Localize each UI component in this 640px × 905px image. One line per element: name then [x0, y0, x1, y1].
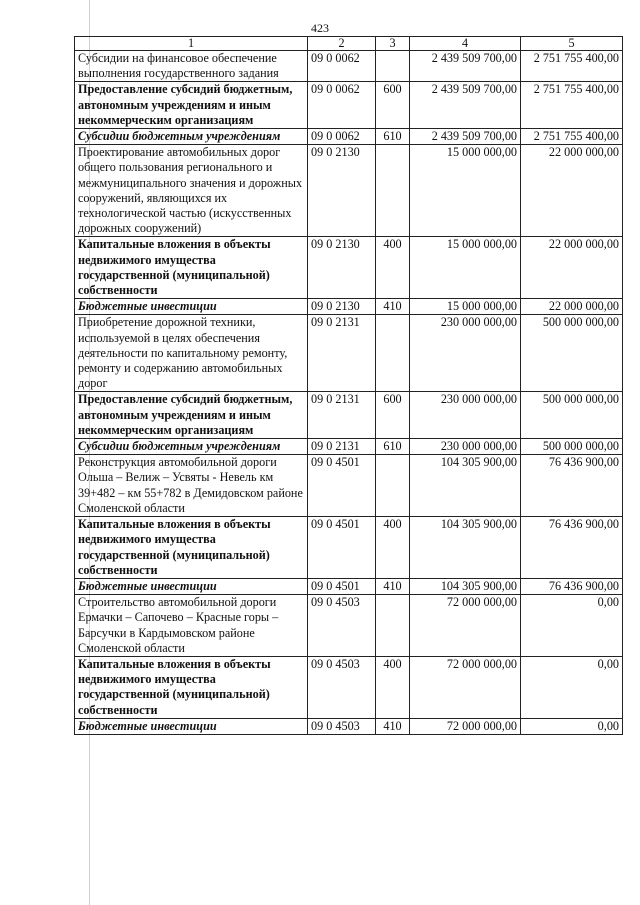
cell-target-code: 09 0 2131	[308, 315, 376, 392]
cell-expense-type: 400	[376, 656, 410, 718]
cell-expense-type: 400	[376, 237, 410, 299]
cell-target-code: 09 0 4503	[308, 656, 376, 718]
cell-amount-year-2: 22 000 000,00	[521, 237, 623, 299]
cell-amount-year-1: 72 000 000,00	[410, 718, 521, 734]
table-header-row	[75, 37, 623, 51]
cell-expense-type	[376, 455, 410, 517]
cell-amount-year-1: 104 305 900,00	[410, 517, 521, 579]
cell-amount-year-1: 230 000 000,00	[410, 439, 521, 455]
cell-amount-year-1: 104 305 900,00	[410, 578, 521, 594]
cell-amount-year-2: 76 436 900,00	[521, 578, 623, 594]
cell-name: Капитальные вложения в объекты недвижимого имущества государственной (муниципальной) собственности	[75, 656, 308, 718]
cell-target-code: 09 0 2130	[308, 145, 376, 237]
table-row	[75, 299, 623, 315]
cell-amount-year-2: 0,00	[521, 595, 623, 657]
cell-amount-year-2: 22 000 000,00	[521, 299, 623, 315]
column-header-2: 2	[308, 37, 376, 51]
cell-name: Приобретение дорожной техники, используемой в целях обеспечения деятельности по капитальному ремонту, ремонту и содержанию автомобильных дорог	[75, 315, 308, 392]
page-number: 423	[311, 21, 329, 35]
cell-amount-year-2: 2 751 755 400,00	[521, 129, 623, 145]
cell-name: Бюджетные инвестиции	[75, 718, 308, 734]
cell-amount-year-1: 72 000 000,00	[410, 656, 521, 718]
cell-expense-type: 600	[376, 82, 410, 129]
column-header-1: 1	[75, 37, 308, 51]
cell-amount-year-1: 72 000 000,00	[410, 595, 521, 657]
cell-amount-year-2: 500 000 000,00	[521, 439, 623, 455]
cell-amount-year-1: 2 439 509 700,00	[410, 82, 521, 129]
cell-expense-type	[376, 595, 410, 657]
cell-target-code: 09 0 4501	[308, 455, 376, 517]
cell-amount-year-2: 22 000 000,00	[521, 145, 623, 237]
cell-name: Субсидии на финансовое обеспечение выполнения государственного задания	[75, 51, 308, 82]
cell-amount-year-2: 0,00	[521, 656, 623, 718]
table-row	[75, 656, 623, 718]
cell-amount-year-2: 76 436 900,00	[521, 455, 623, 517]
cell-name: Капитальные вложения в объекты недвижимого имущества государственной (муниципальной) собственности	[75, 237, 308, 299]
table-row	[75, 51, 623, 82]
cell-expense-type: 410	[376, 299, 410, 315]
cell-expense-type	[376, 145, 410, 237]
column-header-5: 5	[521, 37, 623, 51]
cell-target-code: 09 0 4503	[308, 595, 376, 657]
cell-amount-year-1: 15 000 000,00	[410, 237, 521, 299]
cell-target-code: 09 0 2131	[308, 439, 376, 455]
cell-name: Проектирование автомобильных дорог общего пользования регионального и межмуниципального значения и дорожных сооружений, являющихся их технологической частью (искусственных дорожных сооружений)	[75, 145, 308, 237]
cell-target-code: 09 0 4501	[308, 578, 376, 594]
cell-amount-year-2: 0,00	[521, 718, 623, 734]
cell-name: Предоставление субсидий бюджетным, автономным учреждениям и иным некоммерческим организациям	[75, 82, 308, 129]
cell-name: Субсидии бюджетным учреждениям	[75, 439, 308, 455]
column-header-3: 3	[376, 37, 410, 51]
cell-target-code: 09 0 0062	[308, 82, 376, 129]
table-row	[75, 439, 623, 455]
cell-amount-year-2: 500 000 000,00	[521, 392, 623, 439]
cell-target-code: 09 0 0062	[308, 51, 376, 82]
cell-amount-year-1: 2 439 509 700,00	[410, 51, 521, 82]
cell-amount-year-1: 230 000 000,00	[410, 392, 521, 439]
table-row	[75, 129, 623, 145]
cell-amount-year-1: 2 439 509 700,00	[410, 129, 521, 145]
cell-expense-type: 400	[376, 517, 410, 579]
cell-expense-type: 410	[376, 718, 410, 734]
cell-expense-type: 600	[376, 392, 410, 439]
table-row	[75, 237, 623, 299]
cell-amount-year-1: 104 305 900,00	[410, 455, 521, 517]
cell-name: Строительство автомобильной дороги Ермачки – Сапочево – Красные горы – Барсучки в Кардымовском районе Смоленской области	[75, 595, 308, 657]
table-body	[75, 51, 623, 735]
cell-target-code: 09 0 4503	[308, 718, 376, 734]
table-row	[75, 595, 623, 657]
cell-amount-year-1: 230 000 000,00	[410, 315, 521, 392]
table-row	[75, 392, 623, 439]
cell-name: Предоставление субсидий бюджетным, автономным учреждениям и иным некоммерческим организациям	[75, 392, 308, 439]
table-row	[75, 718, 623, 734]
cell-name: Реконструкция автомобильной дороги Ольша – Велиж – Усвяты - Невель км 39+482 – км 55+782 в Демидовском районе Смоленской области	[75, 455, 308, 517]
table-row	[75, 82, 623, 129]
table-row	[75, 315, 623, 392]
cell-amount-year-2: 76 436 900,00	[521, 517, 623, 579]
cell-target-code: 09 0 4501	[308, 517, 376, 579]
cell-name: Бюджетные инвестиции	[75, 299, 308, 315]
cell-target-code: 09 0 2130	[308, 237, 376, 299]
cell-target-code: 09 0 2130	[308, 299, 376, 315]
cell-expense-type	[376, 51, 410, 82]
cell-expense-type: 610	[376, 439, 410, 455]
table-row	[75, 455, 623, 517]
cell-amount-year-2: 2 751 755 400,00	[521, 51, 623, 82]
cell-amount-year-1: 15 000 000,00	[410, 145, 521, 237]
table-row	[75, 517, 623, 579]
cell-expense-type	[376, 315, 410, 392]
cell-expense-type: 410	[376, 578, 410, 594]
cell-amount-year-2: 500 000 000,00	[521, 315, 623, 392]
cell-target-code: 09 0 2131	[308, 392, 376, 439]
table-row	[75, 578, 623, 594]
cell-name: Капитальные вложения в объекты недвижимого имущества государственной (муниципальной) собственности	[75, 517, 308, 579]
column-header-4: 4	[410, 37, 521, 51]
budget-table	[74, 36, 623, 735]
cell-expense-type: 610	[376, 129, 410, 145]
cell-name: Бюджетные инвестиции	[75, 578, 308, 594]
cell-target-code: 09 0 0062	[308, 129, 376, 145]
cell-name: Субсидии бюджетным учреждениям	[75, 129, 308, 145]
table-row	[75, 145, 623, 237]
cell-amount-year-1: 15 000 000,00	[410, 299, 521, 315]
cell-amount-year-2: 2 751 755 400,00	[521, 82, 623, 129]
